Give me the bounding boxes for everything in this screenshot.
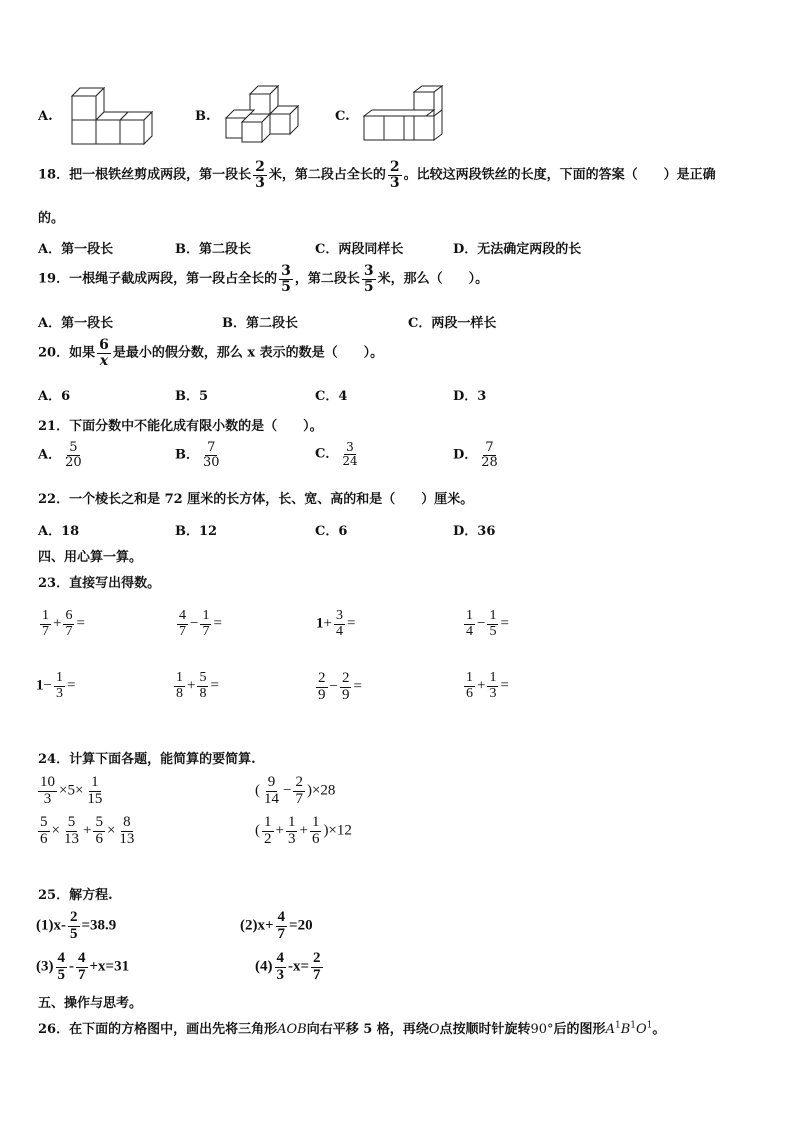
q17-option-a-label[interactable]: A. — [38, 109, 53, 124]
q23-expr-1: $\frac{1}{7}$ + $\frac{6}{7}$ = — [42, 608, 85, 639]
q21-option-c[interactable]: C． $\frac{3}{24}$ — [315, 440, 358, 468]
fraction: $\frac{2}{3}$ — [389, 159, 400, 191]
fraction: $\frac{7}{28}$ — [481, 440, 498, 470]
fraction: $\frac{3}{5}$ — [281, 263, 291, 295]
q18-question: 18．把一根铁丝剪成两段，第一段长 $\frac{2}{3}$ 米，第二段占全长的 $\frac{2}{3}$ 。比较这两段铁丝的长度，下面的答案（ ）是正确 — [38, 159, 716, 191]
q22-question: 22．一个棱长之和是 72 厘米的长方体，长、宽、高的和是（ ）厘米。 — [38, 492, 474, 507]
q23-expr-2: $\frac{4}{7}$ − $\frac{1}{7}$ = — [179, 608, 222, 639]
q23-expr-3: 1+ $\frac{3}{4}$ = — [316, 608, 356, 639]
q24-expr-4: ( $\frac{1}{2}$ + $\frac{1}{3}$ + $\frac{1}{6}$ )×12 — [255, 814, 352, 847]
q18-option-c[interactable]: C．两段同样长 — [315, 242, 404, 257]
q24-expr-2: ( $\frac{9}{14}$ − $\frac{2}{7}$ )×28 — [255, 774, 336, 807]
q19-option-c[interactable]: C．两段一样长 — [408, 316, 497, 331]
q22-option-a[interactable]: A．18 — [38, 524, 80, 539]
fraction: $\frac{3}{24}$ — [342, 440, 358, 468]
fraction: $\frac{3}{5}$ — [363, 263, 374, 295]
q21-option-a[interactable]: A． $\frac{5}{20}$ — [38, 440, 82, 470]
section-heading-5: 五、操作与思考。 — [38, 996, 143, 1011]
q23-question: 23．直接写出得数。 — [38, 576, 161, 591]
q19-question: 19．一根绳子截成两段，第一段占全长的 $\frac{3}{5}$ ，第二段长 $\frac{3}{5}$ 米，那么（ ）。 — [38, 263, 489, 295]
q17-option-b-label[interactable]: B. — [195, 109, 211, 124]
q25-equation-2: (2)x+ $\frac{4}{7}$ =20 — [240, 909, 313, 942]
q24-question: 24．计算下面各题，能简算的要简算. — [38, 752, 256, 767]
q20-option-d[interactable]: D．3 — [453, 389, 487, 404]
q23-expr-8: $\frac{1}{6}$ + $\frac{1}{3}$ = — [466, 670, 509, 701]
section-heading-4: 四、用心算一算。 — [38, 550, 143, 565]
cube-stack-b-icon — [220, 84, 310, 154]
q25-equation-4: (4) $\frac{4}{3}$ -x= $\frac{2}{7}$ — [255, 950, 321, 983]
q25-equation-1: (1)x- $\frac{2}{5}$ =38.9 — [36, 909, 117, 942]
cube-stack-a-icon — [62, 86, 172, 150]
q18-question-cont: 的。 — [38, 211, 65, 226]
q24-expr-3: $\frac{5}{6}$ × $\frac{5}{13}$ + $\frac{5}{6}$ × $\frac{8}{13}$ — [40, 814, 135, 847]
q24-expr-1: $\frac{10}{3}$ ×5× $\frac{1}{15}$ — [40, 774, 103, 807]
q18-option-b[interactable]: B．第二段长 — [175, 242, 251, 257]
q18-option-d[interactable]: D．无法确定两段的长 — [453, 242, 582, 257]
q22-option-d[interactable]: D．36 — [453, 524, 496, 539]
q22-option-b[interactable]: B．12 — [175, 524, 218, 539]
q25-question: 25．解方程. — [38, 888, 113, 903]
q20-option-a[interactable]: A．6 — [38, 389, 71, 404]
q21-question: 21．下面分数中不能化成有限小数的是（ ）。 — [38, 419, 323, 434]
q19-option-b[interactable]: B．第二段长 — [222, 316, 298, 331]
cube-stack-c-icon — [360, 84, 450, 150]
q23-expr-4: $\frac{1}{4}$ − $\frac{1}{5}$ = — [466, 608, 509, 639]
q26-question: 26．在下面的方格图中，画出先将三角形AOB向右平移 5 格，再绕O点按顺时针旋转90°后的图形$A^1B^1O^1$。 — [38, 1020, 666, 1037]
fraction: $\frac{7}{30}$ — [203, 440, 220, 470]
fraction: $\frac{5}{20}$ — [65, 440, 82, 470]
q20-question: 20．如果 $\frac{6}{x}$ 是最小的假分数，那么 x 表示的数是（ ）。 — [38, 337, 384, 369]
q23-expr-7: $\frac{2}{9}$ − $\frac{2}{9}$ = — [318, 670, 362, 703]
q25-equation-3: (3) $\frac{4}{5}$ - $\frac{4}{7}$ +x=31 — [36, 950, 130, 983]
q20-option-b[interactable]: B．5 — [175, 389, 209, 404]
fraction: $\frac{2}{3}$ — [255, 159, 265, 191]
q22-option-c[interactable]: C．6 — [315, 524, 348, 539]
q21-option-d[interactable]: D． $\frac{7}{28}$ — [453, 440, 498, 470]
fraction: $\frac{6}{x}$ — [99, 337, 109, 369]
q18-option-a[interactable]: A．第一段长 — [38, 242, 114, 257]
q21-option-b[interactable]: B． $\frac{7}{30}$ — [175, 440, 220, 470]
q19-option-a[interactable]: A．第一段长 — [38, 316, 114, 331]
q20-option-c[interactable]: C．4 — [315, 389, 348, 404]
q23-expr-5: 1− $\frac{1}{3}$ = — [36, 670, 76, 701]
q17-option-c-label[interactable]: C. — [335, 109, 350, 124]
q23-expr-6: $\frac{1}{8}$ + $\frac{5}{8}$ = — [176, 670, 219, 701]
